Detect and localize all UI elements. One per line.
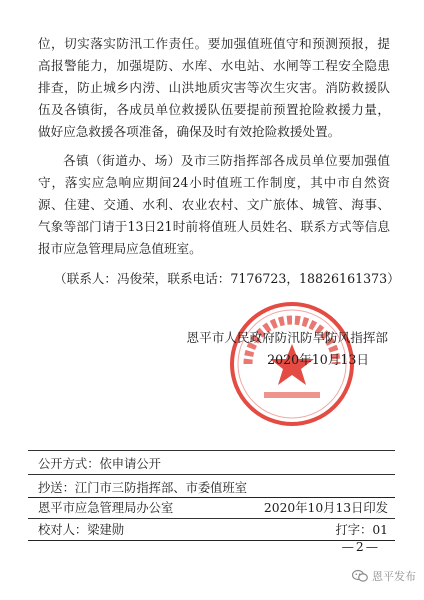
issuing-office: 恩平市应急管理局办公室 (38, 501, 174, 515)
footer-rule-top (28, 450, 395, 451)
typist-copies: 打字：01 (335, 523, 388, 537)
signature-date: 2020年10月13日 (267, 352, 369, 367)
cc-line: 抄送：江门市三防指挥部、市委值班室 (38, 481, 248, 495)
contact-line: （联系人：冯俊荣，联系电话：7176723，18826161373） (54, 271, 400, 286)
publish-method: 公开方式：依申请公开 (38, 457, 161, 471)
footer-rule-bottom (28, 540, 395, 541)
footer-rule-1 (28, 474, 395, 475)
print-date: 2020年10月13日印发 (263, 501, 388, 515)
issuer-name: 恩平市人民政府防汛防旱防风指挥部 (186, 330, 388, 345)
body-paragraph-2: 各镇（街道办、场）及市三防指挥部各成员单位要加强值守，落实应急响应期间24小时值班工作制度，其中市自然资源、住建、交通、水利、农业农村、文广旅体、城管、海事、气象等部门请于13日21时前将值班人员姓名、联系方式等信息报市应急管理局应急值班室。 (38, 153, 390, 256)
watermark-text: 恩平发布 (372, 570, 416, 583)
wechat-watermark (352, 568, 416, 584)
proofreader: 校对人：梁建勋 (38, 523, 125, 537)
footer-rule-3 (28, 518, 395, 519)
body-paragraph-1: 位，切实落实防汛工作责任。要加强值班值守和预测预报，提高报警能力，加强堤防、水库、水电站、水闸等工程安全隐患排查，防止城乡内涝、山洪地质灾害等次生灾害。消防救援队伍及各镇街，各成员单位救援队伍要提前预置抢险救援力量，做好应急救援各项准备，确保及时有效抢险救援处置。 (38, 36, 390, 139)
wechat-icon (352, 569, 368, 583)
page-number: —2— (341, 540, 380, 554)
